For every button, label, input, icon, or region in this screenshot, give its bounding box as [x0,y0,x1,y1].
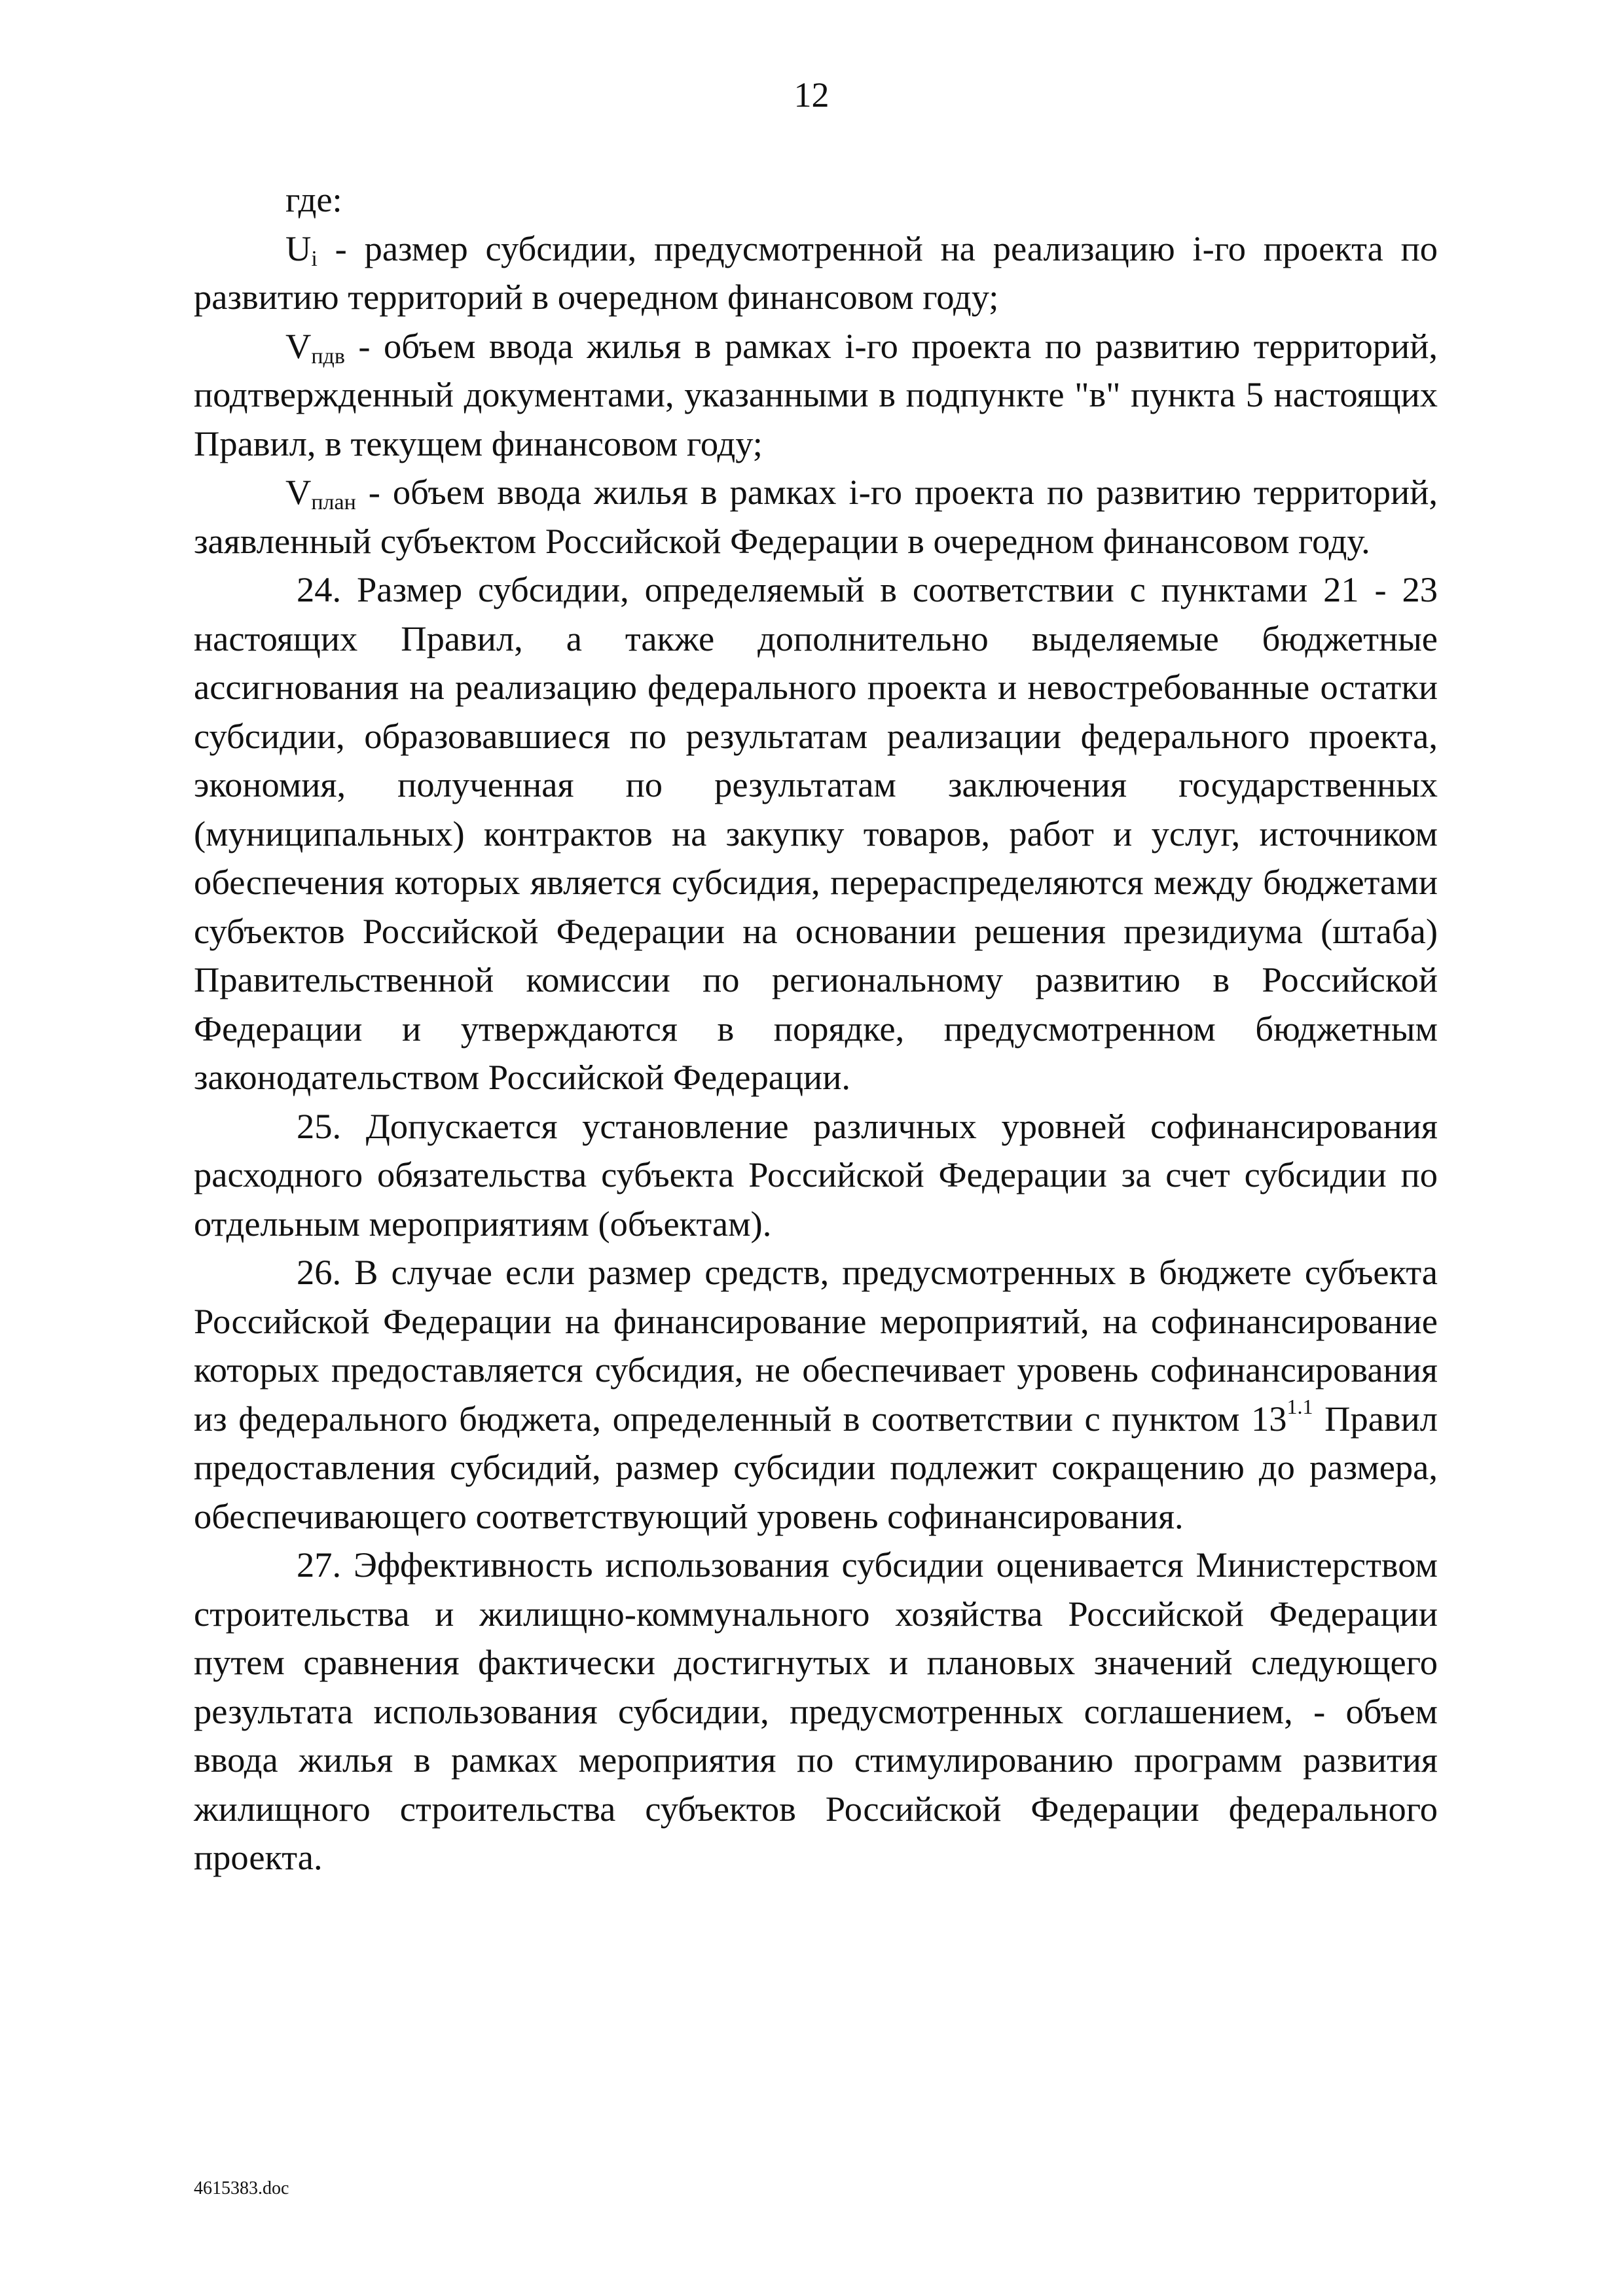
paragraph-26-text-start: 26. В случае если размер средств, предусмотренных в бюджете субъекта Российской Федерации на финансирование мероприятий, на софинансирование которых предоставляется субсидия, не обеспечивает уровень софинансирования из федерального бюджета, определенный в соответствии с пунктом 13 [194,1252,1438,1439]
definition-subscript: i [311,246,318,271]
paragraph-26-text-end: Правил предоставления субсидий, размер субсидии подлежит сокращению до размера, обеспечивающего соответствующий уровень софинансирования. [194,1398,1438,1536]
definition-v-pdv [194,322,1438,469]
definition-text: - размер субсидии, предусмотренной на реализацию i-го проекта по развитию территорий в очередном финансовом году; [194,228,1438,317]
definition-text: - объем ввода жилья в рамках i-го проекта по развитию территорий, подтвержденный документами, указанными в подпункте "в" пункта 5 настоящих Правил, в текущем финансовом году; [194,325,1438,463]
footer-doc-name: 4615383.doc [194,2178,289,2198]
paragraph-25: 25. Допускается установление различных уровней софинансирования расходного обязательства субъекта Российской Федерации за счет субсидии по отдельным мероприятиям (объектам). [194,1105,1438,1244]
page-number: 12 [793,75,830,115]
paragraph-27: 27. Эффективность использования субсидии оценивается Министерством строительства и жилищно-коммунального хозяйства Российской Федерации путем сравнения фактически достигнутых и плановых значений следующего результата использования субсидии, предусмотренных соглашением, - объем ввода жилья в рамках мероприятия по стимулированию программ развития жилищного строительства субъектов Российской Федерации федерального проекта. [194,1545,1438,1877]
where-label: где: [285,179,342,219]
definition-symbol: V [285,472,312,512]
document-body [194,175,1438,1882]
definition-text: - объем ввода жилья в рамках i-го проекта по развитию территорий, заявленный субъектом Российской Федерации в очередном финансовом году. [194,472,1438,561]
paragraph-24: 24. Размер субсидии, определяемый в соответствии с пунктами 21 - 23 настоящих Правил, а также дополнительно выделяемые бюджетные ассигнования на реализацию федерального проекта и невостребованные остатки субсидии, образовавшиеся по результатам реализации федерального проекта, экономия, полученная по результатам заключения государственных (муниципальных) контрактов на закупку товаров, работ и услуг, источником обеспечения которых является субсидия, перераспределяются между бюджетами субъектов Российской Федерации на основании решения президиума (штаба) Правительственной комиссии по региональному развитию в Российской Федерации и утверждаются в порядке, предусмотренном бюджетным законодательством Российской Федерации. [194,569,1438,1097]
definition-u [194,224,1438,322]
definition-subscript: пдв [311,344,345,368]
definition-symbol: V [285,325,312,366]
definition-symbol: U [285,228,312,268]
paragraph-26-superscript: 1.1 [1286,1394,1313,1418]
paragraph-26 [194,1248,1438,1541]
definition-subscript: план [311,490,356,514]
definition-v-plan [194,468,1438,565]
